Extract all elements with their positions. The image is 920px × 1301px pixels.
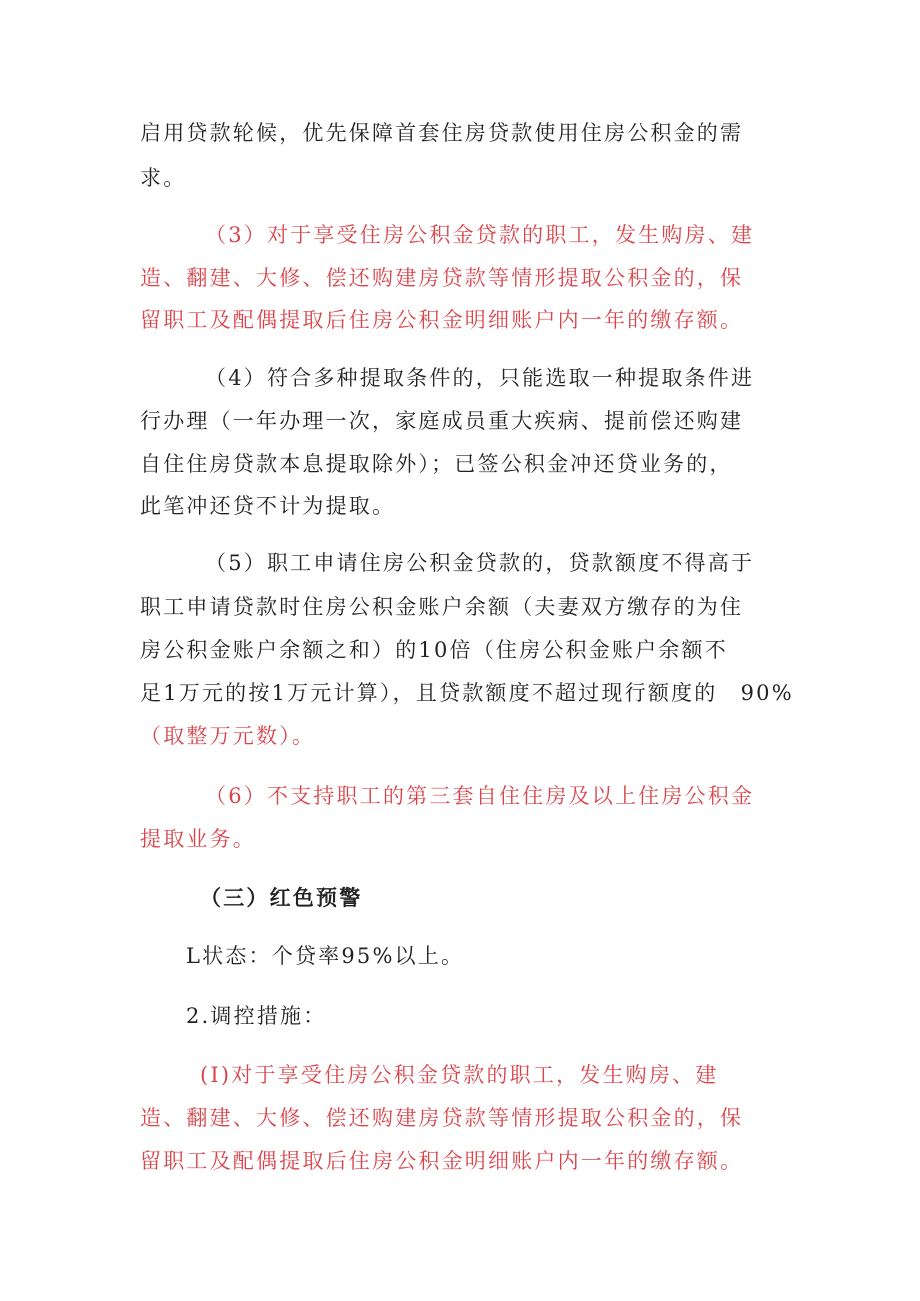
section-heading: （三）红色预警 bbox=[200, 885, 363, 910]
highlighted-line: 留职工及配偶提取后住房公积金明细账户内一年的缴存额。 bbox=[140, 308, 744, 332]
text-line: 足1万元的按1万元计算），且贷款额度不超过现行额度的 90% bbox=[140, 681, 794, 705]
text-line: （4）符合多种提取条件的，只能选取一种提取条件进 bbox=[205, 366, 755, 390]
text-line: 此笔冲还贷不计为提取。 bbox=[140, 494, 396, 518]
text-line: 自住住房贷款本息提取除外）；已签公积金冲还贷业务的， bbox=[140, 452, 733, 476]
text-line: 职工申请贷款时住房公积金账户余额（夫妻双方缴存的为住 bbox=[140, 595, 744, 619]
highlighted-line: 造、翻建、大修、偿还购建房贷款等情形提取公积金的，保 bbox=[140, 266, 744, 290]
text-line: 行办理（一年办理一次，家庭成员重大疾病、提前偿还购建 bbox=[140, 409, 744, 433]
text-line: 启用贷款轮候，优先保障首套住房贷款使用住房公积金的需 bbox=[140, 121, 744, 145]
highlighted-line: (I)对于享受住房公积金贷款的职工，发生购房、建 bbox=[200, 1063, 719, 1087]
highlighted-line: 留职工及配偶提取后住房公积金明细账户内一年的缴存额。 bbox=[140, 1149, 744, 1173]
text-line: 2.调控措施： bbox=[186, 1004, 327, 1028]
text-line: （5）职工申请住房公积金贷款的，贷款额度不得高于 bbox=[205, 551, 755, 575]
text-line: 房公积金账户余额之和）的10倍（住房公积金账户余额不 bbox=[140, 638, 728, 662]
highlighted-line: 造、翻建、大修、偿还购建房贷款等情形提取公积金的，保 bbox=[140, 1106, 744, 1130]
text-line: L状态：个贷率95%以上。 bbox=[186, 944, 465, 968]
highlighted-line: （6）不支持职工的第三套自住住房及以上住房公积金 bbox=[205, 784, 755, 808]
highlighted-line: （取整万元数）。 bbox=[140, 724, 316, 748]
highlighted-line: （3）对于享受住房公积金贷款的职工，发生购房、建 bbox=[205, 223, 755, 247]
text-line: 求。 bbox=[140, 166, 187, 190]
highlighted-line: 提取业务。 bbox=[140, 827, 256, 851]
